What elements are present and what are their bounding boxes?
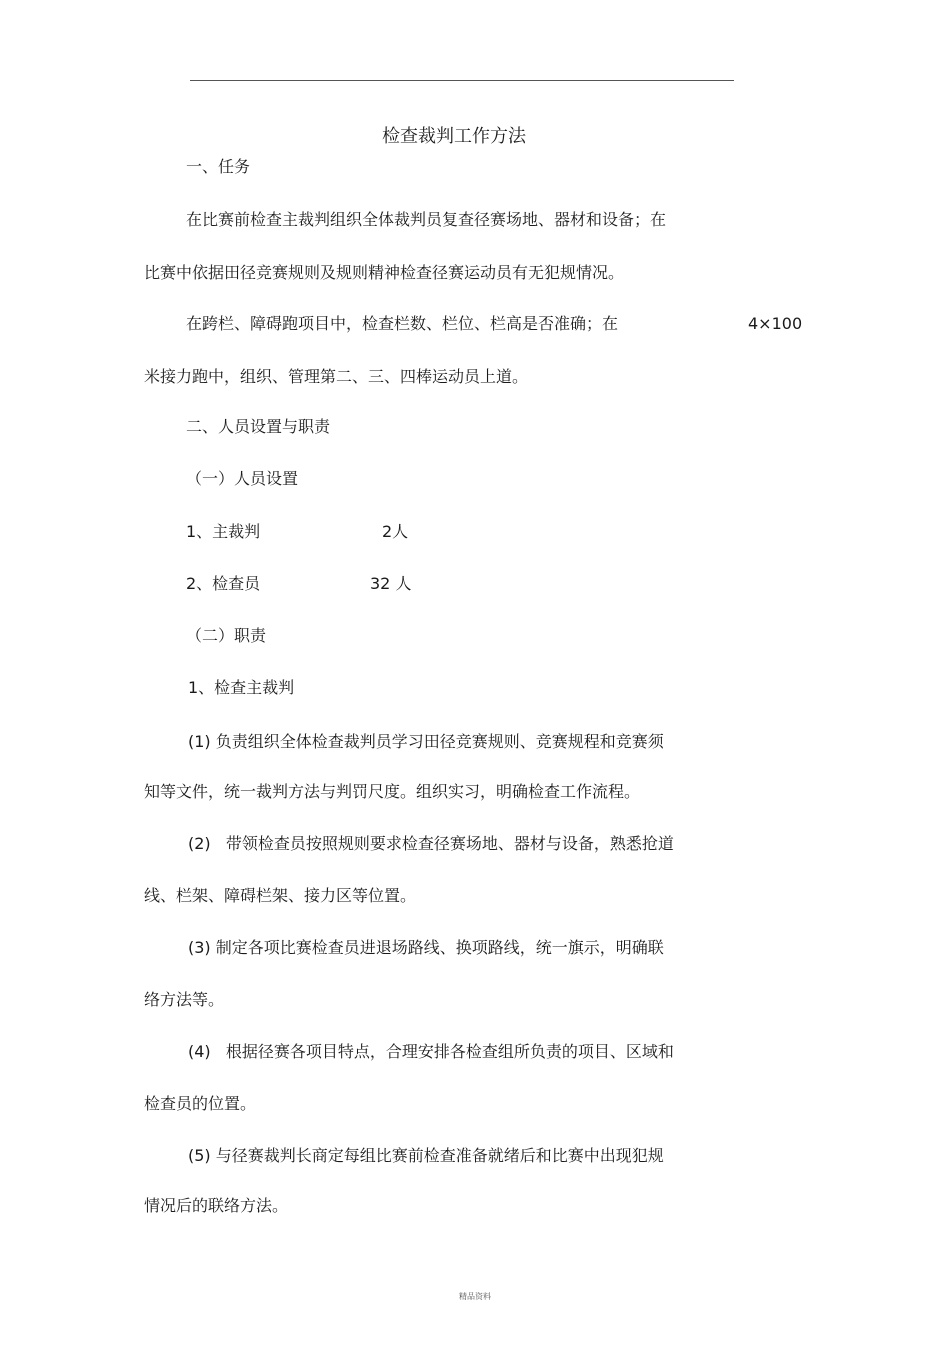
- header-rule: [190, 80, 734, 81]
- section-heading-tasks: 一、任务: [186, 157, 251, 176]
- duty-item-line: (4) 根据径赛各项目特点，合理安排各检查组所负责的项目、区域和: [188, 1042, 674, 1061]
- paragraph-line: 在跨栏、障碍跑项目中，检查栏数、栏位、栏高是否准确；在: [186, 314, 619, 333]
- duty-item-line: (1) 负责组织全体检查裁判员学习田径竞赛规则、竞赛规程和竞赛须: [188, 732, 664, 751]
- paragraph-line: 在比赛前检查主裁判组织全体裁判员复查径赛场地、器材和设备；在: [186, 210, 667, 229]
- duty-item-line: 检查员的位置。: [144, 1094, 257, 1113]
- staff-role: 1、主裁判: [186, 522, 261, 541]
- staff-role: 2、检查员: [186, 574, 261, 593]
- subsection-heading-staff-setup: （一）人员设置: [186, 469, 299, 488]
- duty-item-line: (5) 与径赛裁判长商定每组比赛前检查准备就绪后和比赛中出现犯规: [188, 1146, 664, 1165]
- duty-item-line: 知等文件，统一裁判方法与判罚尺度。组织实习，明确检查工作流程。: [144, 782, 641, 801]
- duty-item-line: (2) 带领检查员按照规则要求检查径赛场地、器材与设备，熟悉抢道: [188, 834, 674, 853]
- duty-item-line: 情况后的联络方法。: [144, 1196, 289, 1215]
- paragraph-line: 比赛中依据田径竞赛规则及规则精神检查径赛运动员有无犯规情况。: [144, 263, 625, 282]
- staff-count: 2人: [382, 522, 409, 541]
- duty-item-line: 络方法等。: [144, 990, 225, 1009]
- staff-count: 32 人: [370, 574, 412, 593]
- page-footer: 精品资料: [459, 1292, 491, 1301]
- paragraph-line: 米接力跑中，组织、管理第二、三、四棒运动员上道。: [144, 367, 529, 386]
- relay-distance: 4×100: [748, 314, 803, 333]
- section-heading-staffing: 二、人员设置与职责: [186, 417, 331, 436]
- duty-item-line: 线、栏架、障碍栏架、接力区等位置。: [144, 886, 417, 905]
- document-title: 检查裁判工作方法: [382, 126, 526, 147]
- subsection-heading-duties: （二）职责: [186, 626, 267, 645]
- duty-item-line: (3) 制定各项比赛检查员进退场路线、换项路线，统一旗示，明确联: [188, 938, 664, 957]
- duty-heading: 1、检查主裁判: [188, 678, 295, 697]
